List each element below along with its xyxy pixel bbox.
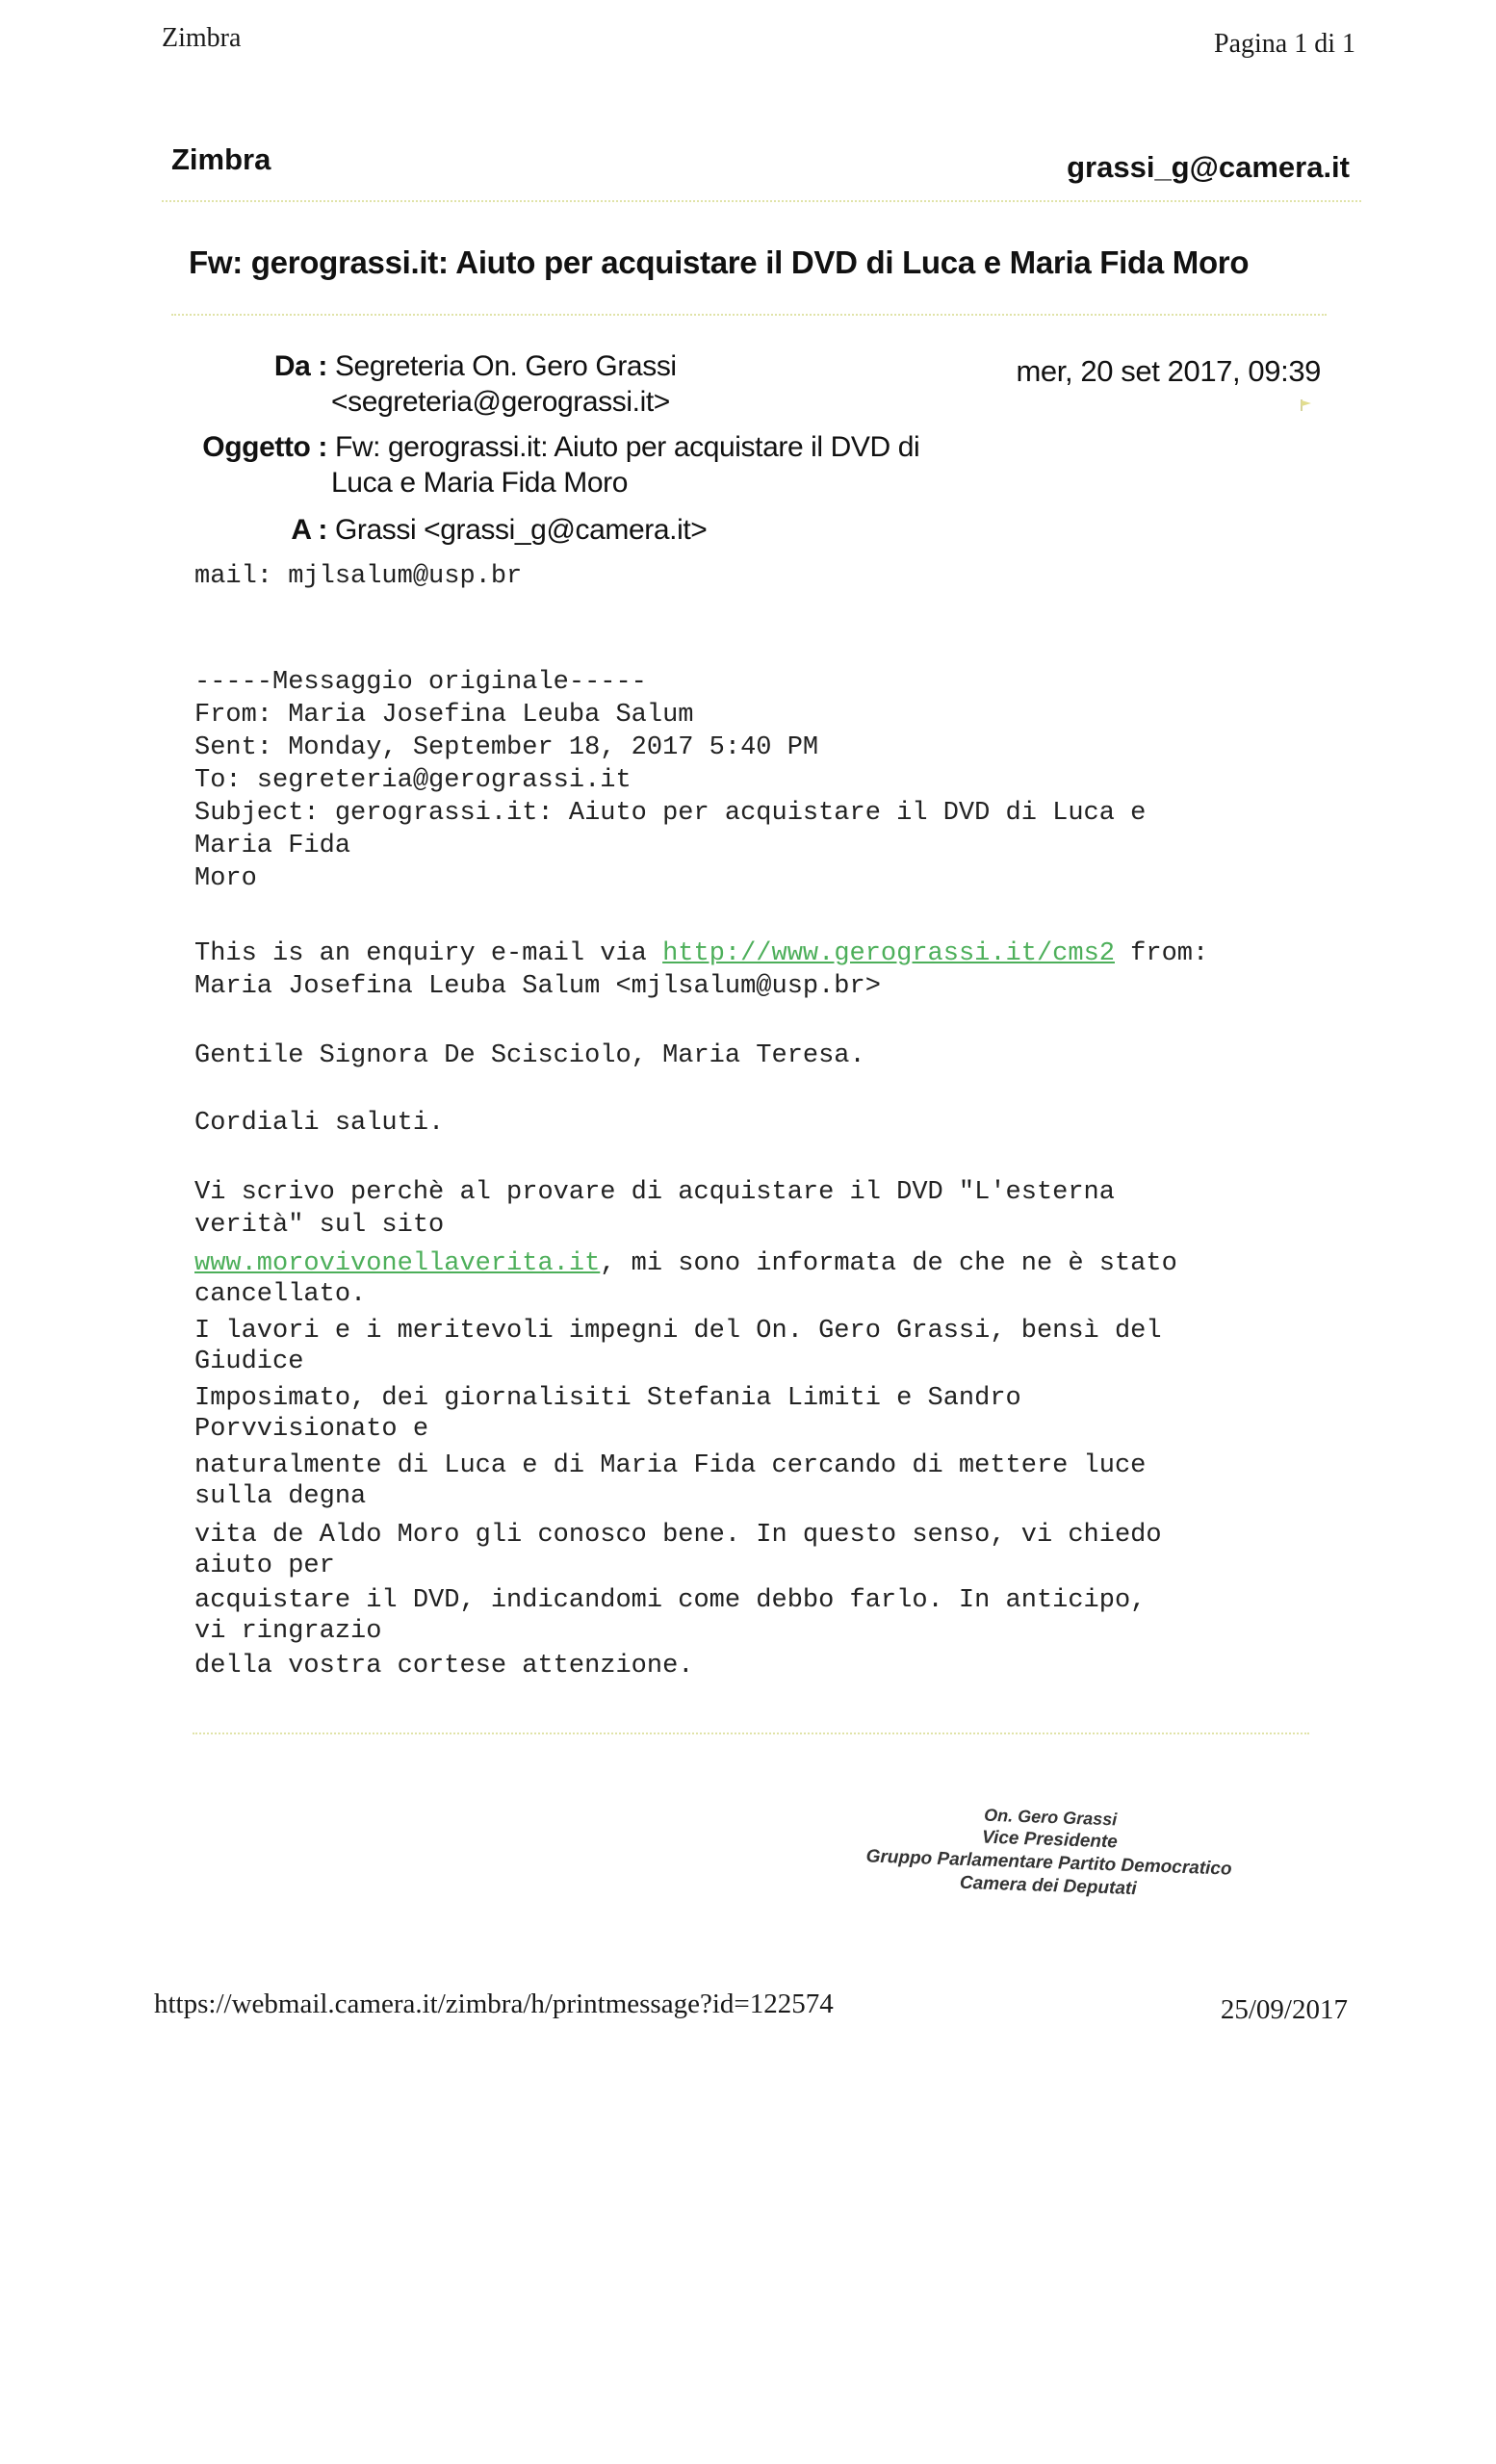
enquiry-line-2: Maria Josefina Leuba Salum <mjlsalum@usp.br> bbox=[194, 972, 881, 1001]
body-line-10: sulla degna bbox=[194, 1482, 367, 1511]
flag-icon[interactable] bbox=[1300, 398, 1313, 412]
body-line-8: Porvvisionato e bbox=[194, 1415, 429, 1444]
enquiry-prefix: This is an enquiry e-mail via bbox=[194, 939, 663, 968]
account-email: grassi_g@camera.it bbox=[1067, 150, 1350, 184]
regards: Cordiali saluti. bbox=[194, 1109, 445, 1138]
subject-line-2: Luca e Maria Fida Moro bbox=[331, 467, 629, 499]
message-date: mer, 20 set 2017, 09:39 bbox=[1016, 354, 1321, 388]
body-line-5: I lavori e i meritevoli impegni del On. Gero Grassi, bensì del bbox=[194, 1317, 1162, 1346]
body-line-11: vita de Aldo Moro gli conosco bene. In questo senso, vi chiedo bbox=[194, 1521, 1162, 1550]
orig-to-line: To: segreteria@gerograssi.it bbox=[194, 766, 632, 795]
body-line-15: della vostra cortese attenzione. bbox=[194, 1652, 694, 1681]
body-line-4: cancellato. bbox=[194, 1280, 367, 1309]
stamp-line-3: Gruppo Parlamentare Partito Democratico bbox=[865, 1846, 1232, 1880]
body-line-2: verità" sul sito bbox=[194, 1211, 445, 1240]
stamp-line-2: Vice Presidente bbox=[981, 1827, 1119, 1853]
subject-row bbox=[125, 429, 919, 465]
subject-label: Oggetto : bbox=[202, 431, 327, 463]
orig-from-line: From: Maria Josefina Leuba Salum bbox=[194, 701, 694, 730]
from-row bbox=[125, 348, 677, 384]
stamp-line-4: Camera dei Deputati bbox=[959, 1872, 1137, 1900]
body-line-13: acquistare il DVD, indicandomi come debbo farlo. In anticipo, bbox=[194, 1586, 1147, 1615]
body-line-3 bbox=[194, 1247, 1177, 1280]
from-label: Da : bbox=[273, 350, 327, 382]
message-subject-title: Fw: gerograssi.it: Aiuto per acquistare il DVD di Luca e Maria Fida Moro bbox=[189, 244, 1250, 280]
gerograssi-link[interactable]: http://www.gerograssi.it/cms2 bbox=[662, 939, 1115, 968]
greeting: Gentile Signora De Scisciolo, Maria Teresa. bbox=[194, 1041, 865, 1070]
enquiry-line-1 bbox=[194, 937, 1208, 970]
orig-subject-line-3: Moro bbox=[194, 864, 257, 893]
body-line-6: Giudice bbox=[194, 1348, 304, 1376]
mail-line: mail: mjlsalum@usp.br bbox=[194, 562, 523, 591]
from-email: <segreteria@gerograssi.it> bbox=[331, 386, 670, 418]
header-divider bbox=[162, 200, 1361, 202]
print-header-app-name: Zimbra bbox=[162, 23, 242, 53]
body-line-9: naturalmente di Luca e di Maria Fida cercando di mettere luce bbox=[194, 1451, 1147, 1480]
stamp-line-1: On. Gero Grassi bbox=[983, 1805, 1118, 1830]
body-line-7: Imposimato, dei giornalisiti Stefania Limiti e Sandro bbox=[194, 1384, 1021, 1413]
orig-subject-line-2: Maria Fida bbox=[194, 832, 351, 860]
body-line-14: vi ringrazio bbox=[194, 1617, 382, 1646]
body-line-1: Vi scrivo perchè al provare di acquistare il DVD "L'esterna bbox=[194, 1178, 1115, 1207]
from-name: Segreteria On. Gero Grassi bbox=[334, 350, 677, 382]
zimbra-app-title: Zimbra bbox=[171, 142, 271, 176]
orig-subject-line-1: Subject: gerograssi.it: Aiuto per acquistare il DVD di Luca e bbox=[194, 799, 1147, 828]
print-footer-url: https://webmail.camera.it/zimbra/h/printmessage?id=122574 bbox=[154, 1989, 834, 2019]
print-footer-date: 25/09/2017 bbox=[1220, 1994, 1348, 2025]
enquiry-suffix: from: bbox=[1114, 939, 1209, 968]
print-header-page-indicator: Pagina 1 di 1 bbox=[1214, 29, 1355, 59]
morovivo-link[interactable]: www.morovivonellaverita.it bbox=[194, 1249, 601, 1278]
body-line-12: aiuto per bbox=[194, 1552, 335, 1580]
to-row bbox=[125, 512, 707, 548]
original-message-header: -----Messaggio originale----- bbox=[194, 668, 647, 697]
body-end-divider bbox=[193, 1732, 1309, 1734]
subject-divider bbox=[171, 314, 1327, 316]
subject-line-1: Fw: gerograssi.it: Aiuto per acquistare il DVD di bbox=[334, 431, 920, 463]
to-label: A : bbox=[291, 514, 327, 546]
to-value: Grassi <grassi_g@camera.it> bbox=[334, 514, 708, 546]
signature-stamp bbox=[845, 1799, 1252, 1906]
orig-sent-line: Sent: Monday, September 18, 2017 5:40 PM bbox=[194, 733, 819, 762]
body-line-3-suffix: , mi sono informata de che ne è stato bbox=[600, 1249, 1177, 1278]
